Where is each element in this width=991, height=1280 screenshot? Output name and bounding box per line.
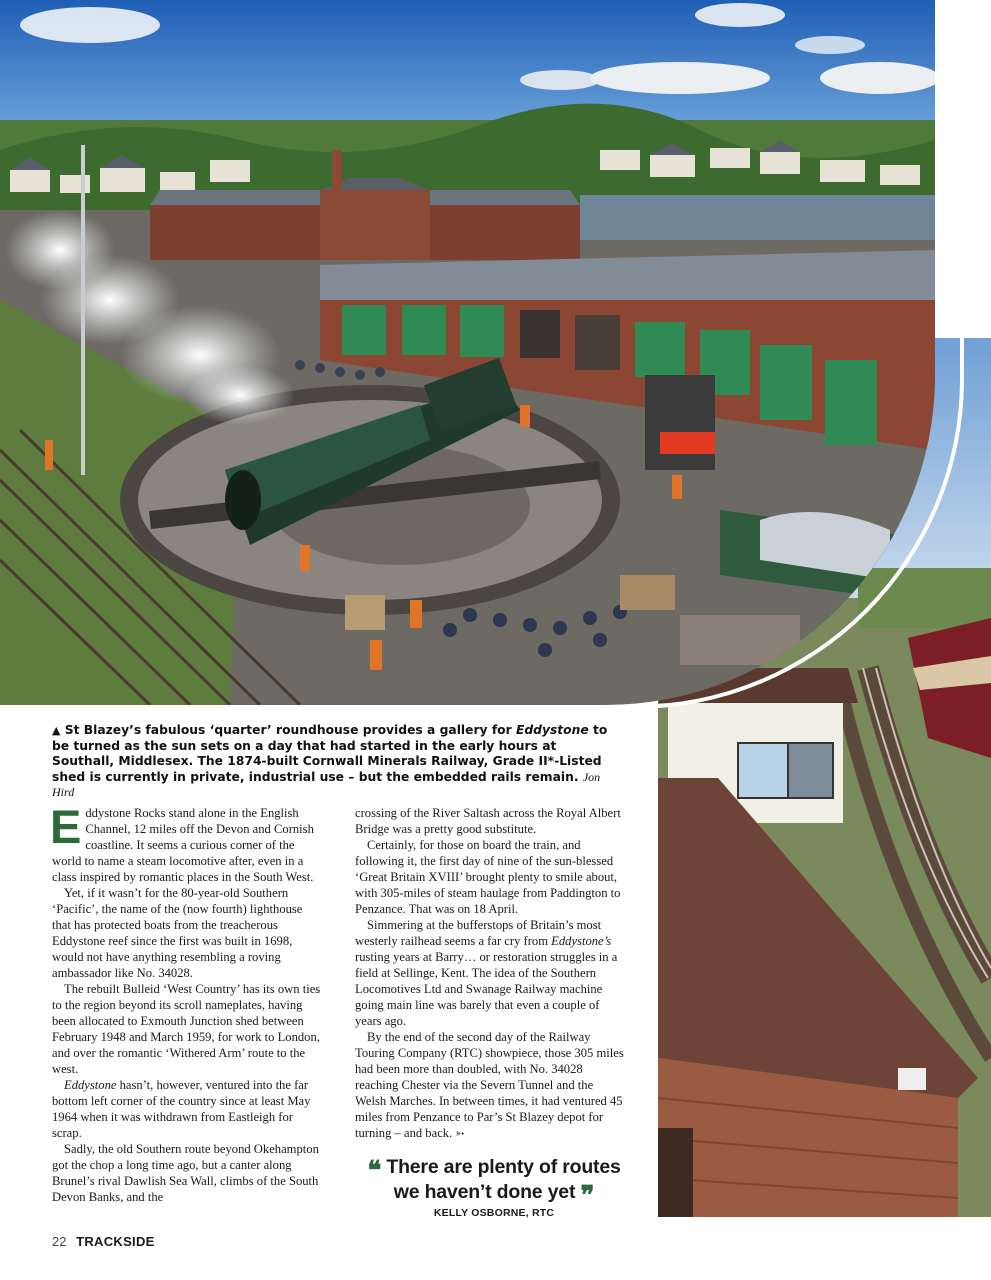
- drop-cap: E: [50, 800, 82, 853]
- paragraph: Eddystone Rocks stand alone in the English Channel, 12 miles off the Devon and Cornish coastline. It seems a curious corner of the world to name a steam locomotive after, even in a class inspired by romantic places in the South West.: [50, 800, 314, 884]
- paragraph: Simmering at the bufferstops of Britain’s most westerly railhead seems a far cry from Eddystone’s rusting years at Barry… or restoration struggles in a field at Sellinge, Kent. The idea of the Southern Locomotives Ltd and Swanage Railway machine going main line was barely that even a couple of years ago.: [355, 918, 618, 1028]
- photo-credit: Jon Hird: [52, 769, 601, 799]
- photo-caption: [52, 723, 622, 801]
- magazine-section: TRACKSIDE: [76, 1234, 155, 1249]
- paragraph: Sadly, the old Southern route beyond Okehampton got the chop a long time ago, but a canter along Brunel’s rival Dawlish Sea Wall, climbs of the South Devon Banks, and the: [52, 1142, 319, 1204]
- paragraph: Eddystone hasn’t, however, ventured into the far bottom left corner of the country since at least May 1964 when it was withdrawn from Eastleigh for scrap.: [52, 1078, 311, 1140]
- caption-text-continued: to be turned as the sun sets on a day that had started in the early hours at Southall, Middlesex. The 1874-built Cornwall Minerals Railway, Grade II*-Listed shed is currently in private, industrial use – but the embedded rails remain.: [52, 723, 608, 784]
- close-quote-icon: ❞: [580, 1180, 595, 1210]
- pull-quote-text: ❝ There are plenty of routes we haven’t done yet ❞: [367, 1155, 621, 1210]
- article-column-1: [50, 800, 324, 1205]
- article-column-2: [355, 805, 627, 1142]
- paragraph: The rebuilt Bulleid ‘West Country’ has its own ties to the region beyond its scroll nameplates, having been allocated to Exmouth Junction shed between February 1948 and March 1959, for work to London, and over the romantic ‘Withered Arm’ route to the west.: [52, 982, 321, 1076]
- caption-locomotive-name: Eddystone: [515, 723, 589, 737]
- continue-arrow-icon: ➳: [455, 1127, 465, 1140]
- paragraph: Certainly, for those on board the train, and following it, the first day of nine of the sun-blessed ‘Great Britain XVIII’ brought plenty to smile about, with 305-miles of steam haulage from Paddington to Penzance. That was on 18 April.: [355, 838, 621, 916]
- paragraph: crossing of the River Saltash across the Royal Albert Bridge was a pretty good substitute.: [355, 806, 621, 836]
- paragraph: By the end of the second day of the Railway Touring Company (RTC) showpiece, those 305 miles had been more than doubled, with No. 34028 reaching Chester via the Severn Tunnel and the Welsh Marches. In between times, it had ventured 45 miles from Penzance to Par’s St Blazey depot for turning – and back. ➳: [355, 1030, 624, 1140]
- paragraph: Yet, if it wasn’t for the 80-year-old Southern ‘Pacific’, the name of the (now fourth) lighthouse that has protected boats from the treacherous Eddystone reef since the first was built in 1698, would not have anything resembling a roving ambassador like No. 34028.: [52, 886, 303, 980]
- page-number: 22: [52, 1234, 67, 1249]
- open-quote-icon: ❝: [367, 1155, 382, 1185]
- pull-quote: [352, 1156, 636, 1219]
- caption-triangle-icon: ▲: [52, 724, 61, 737]
- page-footer: [52, 1234, 155, 1249]
- pull-quote-attribution: KELLY OSBORNE, RTC: [433, 1207, 555, 1219]
- caption-text: St Blazey’s fabulous ‘quarter’ roundhouse provides a gallery for: [64, 723, 516, 737]
